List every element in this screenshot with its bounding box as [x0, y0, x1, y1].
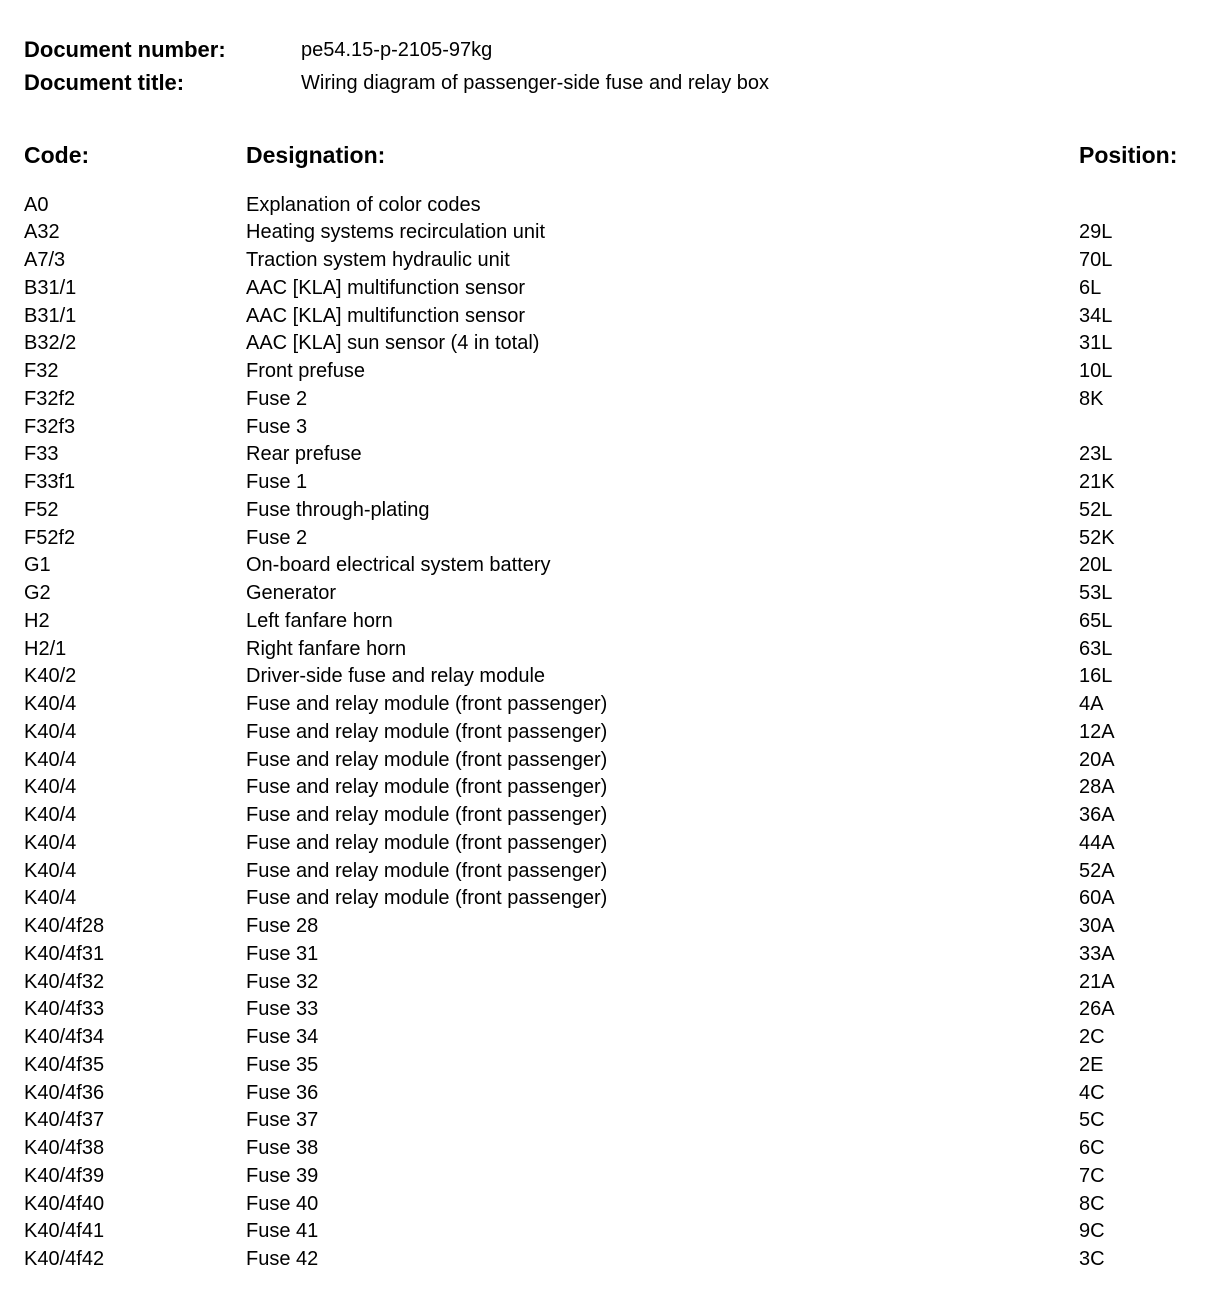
position-cell: 2C	[1079, 1026, 1105, 1048]
document-title-value: Wiring diagram of passenger-side fuse and relay box	[301, 71, 770, 94]
position-cell: 7C	[1079, 1164, 1105, 1187]
table-row	[0, 414, 1210, 442]
position-cell: 26A	[1079, 998, 1115, 1021]
code-cell: G2	[24, 582, 51, 604]
table-row	[0, 1135, 1210, 1163]
position-cell: 31L	[1079, 332, 1113, 355]
position-cell: 34L	[1079, 304, 1113, 327]
code-cell: K40/4f36	[24, 1081, 105, 1104]
code-cell: F52	[24, 498, 59, 521]
position-cell: 28A	[1079, 776, 1115, 799]
table-row	[0, 941, 1210, 969]
table-row	[0, 996, 1210, 1024]
position-cell: 70L	[1079, 249, 1113, 271]
position-cell: 12A	[1079, 720, 1115, 743]
position-cell: 21A	[1079, 970, 1115, 993]
position-cell: 52L	[1079, 498, 1113, 521]
designation-cell: Fuse 1	[246, 471, 308, 493]
position-cell: 6L	[1079, 276, 1102, 299]
code-cell: F33	[24, 443, 59, 466]
table-row	[0, 969, 1210, 997]
table-row	[0, 802, 1210, 830]
position-cell: 52K	[1079, 526, 1115, 549]
position-cell: 8C	[1079, 1192, 1105, 1215]
table-row	[0, 913, 1210, 941]
position-cell: 6C	[1079, 1137, 1105, 1159]
table-row	[0, 525, 1210, 553]
position-cell: 20A	[1079, 748, 1115, 771]
table-row	[0, 636, 1210, 664]
code-cell: B32/2	[24, 332, 77, 355]
designation-cell: Fuse and relay module (front passenger)	[246, 859, 608, 882]
table-row	[0, 774, 1210, 802]
code-cell: A0	[24, 193, 49, 216]
position-cell: 21K	[1079, 471, 1115, 493]
position-cell: 4C	[1079, 1081, 1105, 1104]
table-row	[0, 747, 1210, 775]
designation-cell: Generator	[246, 582, 337, 604]
position-cell: 29L	[1079, 221, 1113, 244]
table-row	[0, 580, 1210, 608]
position-cell: 60A	[1079, 887, 1115, 910]
code-cell: K40/4f37	[24, 1109, 105, 1132]
document-title-label: Document title:	[24, 70, 185, 95]
designation-cell: Fuse 2	[246, 387, 308, 410]
table-row	[0, 552, 1210, 580]
designation-cell: Explanation of color codes	[246, 193, 481, 216]
designation-cell: Driver-side fuse and relay module	[246, 665, 546, 688]
table-row	[0, 247, 1210, 275]
designation-cell: Fuse and relay module (front passenger)	[246, 831, 608, 854]
designation-cell: Heating systems recirculation unit	[246, 221, 546, 244]
position-cell: 52A	[1079, 859, 1115, 882]
position-cell: 4A	[1079, 693, 1104, 715]
code-cell: K40/4f38	[24, 1137, 105, 1159]
code-cell: K40/4f39	[24, 1164, 105, 1187]
position-cell: 5C	[1079, 1109, 1105, 1132]
position-cell: 9C	[1079, 1220, 1105, 1243]
designation-cell: Fuse 40	[246, 1192, 319, 1215]
designation-cell: Fuse 35	[246, 1053, 319, 1076]
column-header-position: Position:	[1079, 142, 1178, 168]
code-cell: K40/4f33	[24, 998, 105, 1021]
table-row	[0, 691, 1210, 719]
code-cell: K40/4	[24, 693, 77, 715]
position-cell: 20L	[1079, 554, 1113, 577]
designation-cell: Fuse 32	[246, 970, 319, 993]
table-row	[0, 1218, 1210, 1246]
code-cell: B31/1	[24, 276, 77, 299]
code-cell: K40/4f34	[24, 1026, 105, 1048]
document-number-row	[24, 35, 492, 65]
position-cell: 3C	[1079, 1248, 1105, 1270]
code-cell: K40/4f42	[24, 1248, 105, 1270]
table-row	[0, 1052, 1210, 1080]
designation-cell: Left fanfare horn	[246, 609, 393, 632]
code-cell: F32f2	[24, 387, 76, 410]
designation-cell: Fuse and relay module (front passenger)	[246, 748, 608, 771]
designation-cell: Fuse 3	[246, 415, 308, 438]
position-cell: 23L	[1079, 443, 1113, 466]
code-cell: K40/4f41	[24, 1220, 105, 1243]
component-table	[0, 192, 1210, 1274]
position-cell: 33A	[1079, 942, 1115, 965]
table-row	[0, 885, 1210, 913]
code-cell: K40/4	[24, 720, 77, 743]
position-cell: 36A	[1079, 804, 1115, 826]
designation-cell: Fuse 38	[246, 1137, 319, 1159]
table-row	[0, 330, 1210, 358]
code-cell: G1	[24, 554, 51, 577]
table-row	[0, 303, 1210, 331]
table-row	[0, 1246, 1210, 1274]
code-cell: K40/4f40	[24, 1192, 105, 1215]
code-cell: A32	[24, 221, 60, 244]
position-cell: 53L	[1079, 582, 1113, 604]
position-cell: 44A	[1079, 831, 1115, 854]
designation-cell: Fuse 41	[246, 1220, 319, 1243]
designation-cell: On-board electrical system battery	[246, 554, 551, 577]
designation-cell: Fuse 36	[246, 1081, 319, 1104]
table-row	[0, 719, 1210, 747]
table-row	[0, 386, 1210, 414]
code-cell: A7/3	[24, 249, 66, 271]
code-cell: F32	[24, 360, 59, 382]
table-row	[0, 830, 1210, 858]
designation-cell: AAC [KLA] sun sensor (4 in total)	[246, 332, 540, 355]
designation-cell: Fuse and relay module (front passenger)	[246, 776, 608, 799]
code-cell: K40/4	[24, 859, 77, 882]
designation-cell: Right fanfare horn	[246, 637, 407, 660]
designation-cell: Fuse and relay module (front passenger)	[246, 720, 608, 743]
column-header-code: Code:	[24, 142, 90, 168]
table-row	[0, 663, 1210, 691]
position-cell: 30A	[1079, 915, 1115, 937]
document-number-value: pe54.15-p-2105-97kg	[301, 38, 493, 61]
code-cell: K40/4	[24, 831, 77, 854]
designation-cell: Fuse 33	[246, 998, 319, 1021]
position-cell: 16L	[1079, 665, 1113, 688]
code-cell: K40/4	[24, 804, 77, 826]
code-cell: F33f1	[24, 471, 76, 493]
code-cell: H2/1	[24, 637, 67, 660]
table-row	[0, 608, 1210, 636]
designation-cell: Fuse 34	[246, 1026, 319, 1048]
code-cell: K40/4f32	[24, 970, 105, 993]
designation-cell: Fuse 28	[246, 915, 319, 937]
designation-cell: Fuse 42	[246, 1248, 319, 1270]
designation-cell: Traction system hydraulic unit	[246, 249, 510, 271]
table-row	[0, 469, 1210, 497]
code-cell: B31/1	[24, 304, 77, 327]
table-row	[0, 1080, 1210, 1108]
position-cell: 65L	[1079, 609, 1113, 632]
designation-cell: Fuse and relay module (front passenger)	[246, 887, 608, 910]
code-cell: K40/4	[24, 748, 77, 771]
code-cell: F32f3	[24, 415, 76, 438]
code-cell: H2	[24, 609, 50, 632]
position-cell: 8K	[1079, 387, 1104, 410]
table-row	[0, 441, 1210, 469]
designation-cell: Fuse 31	[246, 942, 319, 965]
position-cell: 10L	[1079, 360, 1113, 382]
code-cell: K40/4f28	[24, 915, 105, 937]
code-cell: K40/4f35	[24, 1053, 105, 1076]
table-row	[0, 497, 1210, 525]
table-row	[0, 192, 1210, 220]
code-cell: K40/2	[24, 665, 77, 688]
table-row	[0, 1024, 1210, 1052]
position-cell: 2E	[1079, 1053, 1104, 1076]
designation-cell: Fuse and relay module (front passenger)	[246, 693, 608, 715]
designation-cell: Rear prefuse	[246, 443, 362, 466]
table-row	[0, 275, 1210, 303]
table-row	[0, 1191, 1210, 1219]
code-cell: K40/4	[24, 776, 77, 799]
code-cell: K40/4f31	[24, 942, 105, 965]
designation-cell: AAC [KLA] multifunction sensor	[246, 276, 526, 299]
designation-cell: Fuse 39	[246, 1164, 319, 1187]
table-row	[0, 219, 1210, 247]
designation-cell: AAC [KLA] multifunction sensor	[246, 304, 526, 327]
designation-cell: Fuse 2	[246, 526, 308, 549]
table-row	[0, 858, 1210, 886]
position-cell: 63L	[1079, 637, 1113, 660]
table-row	[0, 1107, 1210, 1135]
designation-cell: Fuse and relay module (front passenger)	[246, 804, 608, 826]
document-number-label: Document number:	[24, 37, 226, 62]
column-header-designation: Designation:	[246, 142, 386, 168]
document-title-row	[24, 68, 769, 98]
table-row	[0, 358, 1210, 386]
table-row	[0, 1163, 1210, 1191]
code-cell: F52f2	[24, 526, 76, 549]
designation-cell: Front prefuse	[246, 360, 365, 382]
designation-cell: Fuse 37	[246, 1109, 319, 1132]
designation-cell: Fuse through-plating	[246, 498, 430, 521]
code-cell: K40/4	[24, 887, 77, 910]
